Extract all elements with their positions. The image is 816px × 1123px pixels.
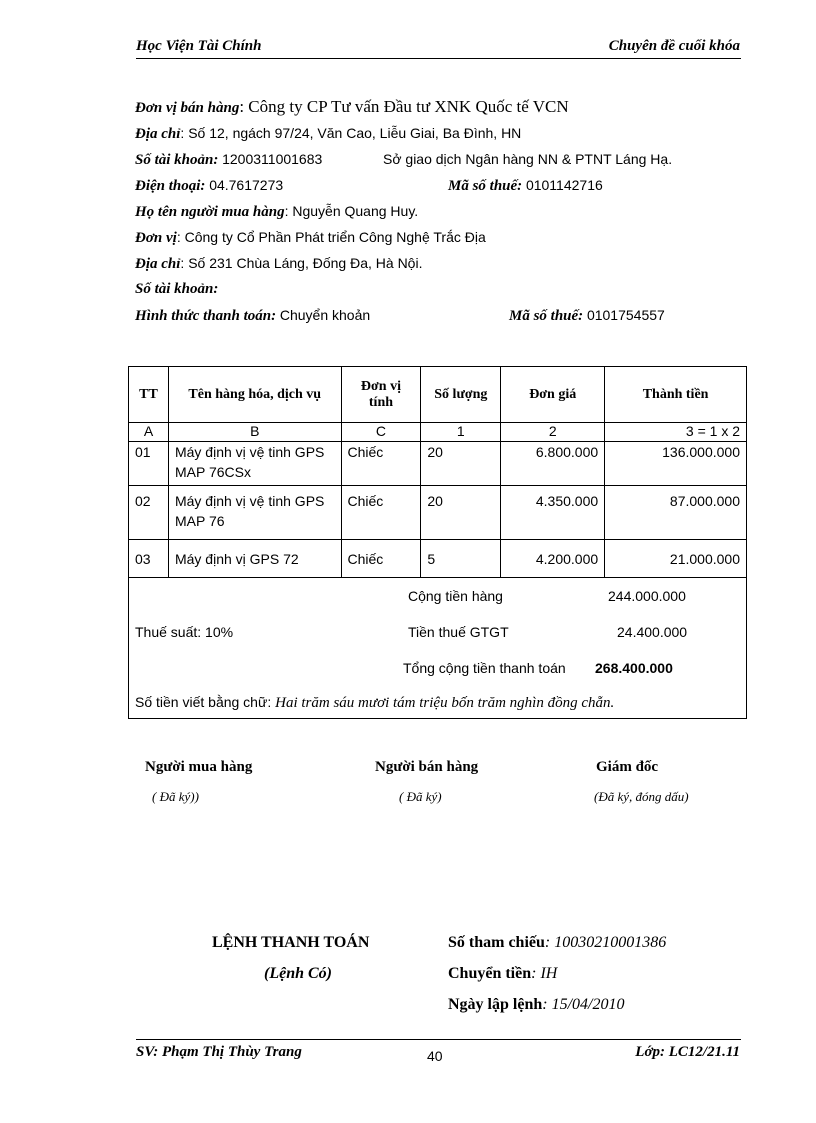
row-tt: 02 xyxy=(129,486,169,540)
row-unit: Chiếc xyxy=(341,442,421,486)
buyer-name-label: Họ tên người mua hàng xyxy=(135,204,285,220)
seller-bank: Sở giao dịch Ngân hàng NN & PTNT Láng Hạ. xyxy=(383,151,673,167)
row-amount: 136.000.000 xyxy=(605,442,747,486)
seller-phone-label: Điện thoại: xyxy=(135,178,206,194)
code-cell: 1 xyxy=(421,423,501,442)
footer-student: SV: Phạm Thị Thùy Trang xyxy=(136,1044,302,1060)
buyer-tax-value: 0101754557 xyxy=(586,307,665,323)
buyer-address-row xyxy=(135,250,569,276)
seller-account-label: Số tài khoản: xyxy=(135,152,219,168)
row-name: Máy định vị vệ tinh GPS MAP 76 xyxy=(168,486,341,540)
sig-buyer-note: ( Đã ký)) xyxy=(152,789,199,804)
transfer-label: Chuyển tiền xyxy=(448,965,532,982)
row-amount: 87.000.000 xyxy=(605,486,747,540)
seller-phone-row xyxy=(135,172,603,198)
row-qty: 20 xyxy=(421,486,501,540)
buyer-tax xyxy=(509,302,665,329)
invoice-info xyxy=(135,94,673,328)
date-label: Ngày lập lệnh xyxy=(448,996,543,1013)
col-header: Tên hàng hóa, dịch vụ xyxy=(168,367,341,423)
invoice-table xyxy=(128,366,747,719)
seller-address-value: : Số 12, ngách 97/24, Văn Cao, Liễu Giai, Ba Đình, HN xyxy=(180,125,522,141)
row-name: Máy định vị vệ tinh GPS MAP 76CSx xyxy=(168,442,341,486)
col-header: TT xyxy=(129,367,169,423)
table-row xyxy=(129,442,747,486)
total-value: 268.400.000 xyxy=(595,660,673,676)
payment-row xyxy=(135,302,665,328)
col-header: Đơn giá xyxy=(501,367,605,423)
seller-address-row xyxy=(135,120,569,146)
total-label: Tổng cộng tiền thanh toán xyxy=(403,660,566,676)
payment-order-title: LỆNH THANH TOÁN xyxy=(212,934,370,951)
seller-tax-label: Mã số thuế: xyxy=(448,178,523,194)
code-cell: C xyxy=(341,423,421,442)
buyer-name-value: : Nguyễn Quang Huy. xyxy=(284,203,419,219)
row-tt: 01 xyxy=(129,442,169,486)
row-price: 6.800.000 xyxy=(501,442,605,486)
reference-line xyxy=(448,934,666,952)
code-cell: B xyxy=(168,423,341,442)
row-name: Máy định vị GPS 72 xyxy=(168,540,341,578)
vat-value: 24.400.000 xyxy=(617,624,688,640)
seller-label: Đơn vị bán hàng xyxy=(135,100,240,116)
col-header: Thành tiền xyxy=(605,367,747,423)
seller-account-row xyxy=(135,146,673,172)
row-unit: Chiếc xyxy=(341,540,421,578)
table-code-row xyxy=(129,423,747,442)
table-row xyxy=(129,540,747,578)
date-line xyxy=(448,996,624,1014)
buyer-account-label: Số tài khoản: xyxy=(135,281,219,297)
words-value: Hai trăm sáu mươi tám triệu bốn trăm nghìn đồng chẵn. xyxy=(275,695,615,711)
reference-label: Số tham chiếu xyxy=(448,934,545,951)
header-left: Học Viện Tài Chính xyxy=(136,38,262,54)
buyer-unit-value: : Công ty Cổ Phần Phát triển Công Nghệ Trắc Địa xyxy=(176,229,486,245)
sig-seller-note: ( Đã ký) xyxy=(399,789,442,804)
table-summary-row xyxy=(129,578,747,719)
table-row xyxy=(129,486,747,540)
seller-row xyxy=(135,94,569,120)
subtotal-value: 244.000.000 xyxy=(608,588,686,604)
row-unit: Chiếc xyxy=(341,486,421,540)
seller-address-label: Địa chỉ xyxy=(135,126,181,142)
buyer-tax-label: Mã số thuế: xyxy=(509,308,584,324)
buyer-unit-label: Đơn vị xyxy=(135,230,177,246)
code-cell: 2 xyxy=(501,423,605,442)
row-tt: 03 xyxy=(129,540,169,578)
buyer-unit-row xyxy=(135,224,569,250)
tax-rate: Thuế suất: 10% xyxy=(135,624,234,640)
seller-tax xyxy=(448,172,603,199)
buyer-account-row xyxy=(135,276,569,302)
payment-order-subtitle: (Lệnh Có) xyxy=(264,965,332,982)
header-right: Chuyên đề cuối khóa xyxy=(608,38,740,54)
transfer-line xyxy=(448,965,557,983)
sig-director-note: (Đã ký, đóng dấu) xyxy=(594,789,689,804)
amount-in-words xyxy=(135,694,614,712)
page-number: 40 xyxy=(427,1048,443,1064)
reference-value: : 10030210001386 xyxy=(544,934,667,951)
payment-value: Chuyển khoản xyxy=(279,307,371,323)
row-price: 4.350.000 xyxy=(501,486,605,540)
summary-cell xyxy=(129,578,747,719)
col-header: Đơn vị tính xyxy=(341,367,421,423)
sig-seller: Người bán hàng xyxy=(375,759,479,775)
table-header-row xyxy=(129,367,747,423)
subtotal-label: Cộng tiền hàng xyxy=(408,588,503,604)
seller-value: : Công ty CP Tư vấn Đầu tư XNK Quốc tế VCN xyxy=(239,97,569,116)
vat-label: Tiền thuế GTGT xyxy=(408,624,509,640)
code-cell: A xyxy=(129,423,169,442)
sig-buyer: Người mua hàng xyxy=(145,759,253,775)
seller-tax-value: 0101142716 xyxy=(525,177,603,193)
seller-phone-value: 04.7617273 xyxy=(209,177,284,193)
buyer-name-row xyxy=(135,198,569,224)
sig-director: Giám đốc xyxy=(596,759,659,775)
footer-class: Lớp: LC12/21.11 xyxy=(635,1044,740,1060)
payment-label: Hình thức thanh toán: xyxy=(135,308,277,324)
date-value: : 15/04/2010 xyxy=(542,996,625,1013)
footer-rule xyxy=(136,1039,741,1040)
seller-account-value: 1200311001683 xyxy=(222,151,323,167)
row-qty: 20 xyxy=(421,442,501,486)
code-cell: 3 = 1 x 2 xyxy=(605,423,747,442)
col-header: Số lượng xyxy=(421,367,501,423)
row-amount: 21.000.000 xyxy=(605,540,747,578)
row-qty: 5 xyxy=(421,540,501,578)
buyer-address-label: Địa chỉ xyxy=(135,256,181,272)
row-price: 4.200.000 xyxy=(501,540,605,578)
transfer-value: : IH xyxy=(531,965,558,982)
buyer-address-value: : Số 231 Chùa Láng, Đống Đa, Hà Nội. xyxy=(180,255,423,271)
header-rule xyxy=(136,58,741,59)
words-label: Số tiền viết bằng chữ: xyxy=(135,694,272,710)
